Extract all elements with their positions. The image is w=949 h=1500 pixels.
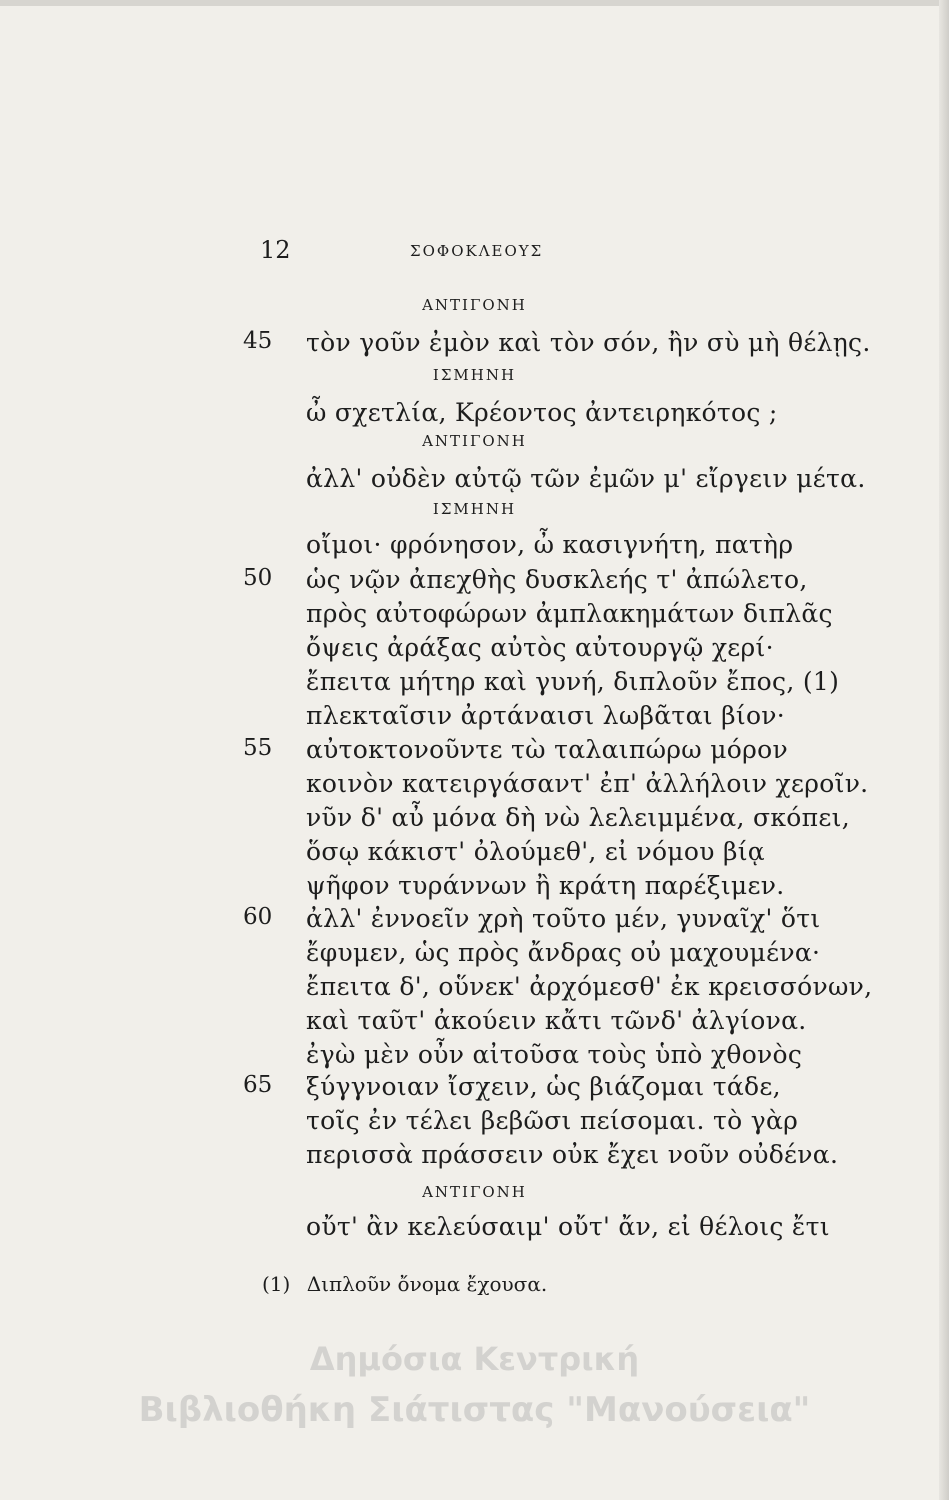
speaker-label: ΑΝΤΙΓΟΝΗ [422, 432, 527, 450]
verse-line: πλεκταῖσιν ἀρτάναισι λωβᾶται βίον· [306, 701, 786, 730]
running-title: ΣΟΦΟΚΛΕΟΥΣ [410, 242, 544, 260]
page-number: 12 [260, 236, 291, 264]
speaker-label: ΑΝΤΙΓΟΝΗ [422, 296, 527, 314]
verse-line: κοινὸν κατειργάσαντ' ἐπ' ἀλλήλοιν χεροῖν. [306, 769, 869, 798]
scan-top-border [0, 0, 949, 6]
verse-line: ψῆφον τυράννων ἢ κράτη παρέξιμεν. [306, 871, 785, 900]
library-watermark-line1: Δημόσια Κεντρική [309, 1340, 640, 1378]
line-number: 60 [243, 904, 273, 930]
line-number: 55 [243, 735, 273, 761]
verse-line: τοῖς ἐν τέλει βεβῶσι πείσομαι. τὸ γὰρ [306, 1106, 799, 1135]
verse-line: ὅσῳ κάκιστ' ὀλούμεθ', εἰ νόμου βίᾳ [306, 837, 765, 866]
verse-line: περισσὰ πράσσειν οὐκ ἔχει νοῦν οὐδένα. [306, 1140, 839, 1169]
verse-line: νῦν δ' αὖ μόνα δὴ νὼ λελειμμένα, σκόπει, [306, 803, 850, 832]
verse-line: ὡς νῷν ἀπεχθὴς δυσκλεής τ' ἀπώλετο, [306, 565, 808, 594]
footnote [262, 1272, 547, 1296]
verse-line: πρὸς αὐτοφώρων ἀμπλακημάτων διπλᾶς [306, 599, 833, 628]
line-number: 65 [243, 1072, 273, 1098]
verse-line: οὔτ' ἂν κελεύσαιμ' οὔτ' ἄν, εἰ θέλοις ἔτι [306, 1212, 830, 1241]
verse-line: ξύγγνοιαν ἴσχειν, ὡς βιάζομαι τάδε, [306, 1072, 781, 1101]
footnote-mark: (1) [262, 1272, 291, 1296]
verse-line: καὶ ταῦτ' ἀκούειν κἄτι τῶνδ' ἀλγίονα. [306, 1006, 807, 1035]
scan-right-edge [939, 0, 949, 1500]
verse-line: ὄψεις ἀράξας αὐτὸς αὐτουργῷ χερί· [306, 633, 774, 662]
verse-line: οἴμοι· φρόνησον, ὦ κασιγνήτη, πατὴρ [306, 530, 794, 559]
library-watermark-line2: Βιβλιοθήκη Σιάτιστας "Μανούσεια" [138, 1390, 811, 1430]
verse-line: ἔφυμεν, ὡς πρὸς ἄνδρας οὐ μαχουμένα· [306, 938, 821, 967]
running-header [0, 236, 949, 276]
verse-line: ἀλλ' ἐννοεῖν χρὴ τοῦτο μέν, γυναῖχ' ὅτι [306, 904, 821, 933]
verse-line: ἔπειτα μήτηρ καὶ γυνή, διπλοῦν ἔπος, (1) [306, 667, 840, 696]
speaker-label: ΙΣΜΗΝΗ [432, 500, 517, 518]
line-number: 45 [243, 328, 273, 354]
footnote-text: Διπλοῦν ὄνομα ἔχουσα. [306, 1272, 548, 1296]
line-number: 50 [243, 565, 273, 591]
verse-line: ἐγὼ μὲν οὖν αἰτοῦσα τοὺς ὑπὸ χθονὸς [306, 1040, 803, 1069]
verse-line: ἔπειτα δ', οὕνεκ' ἀρχόμεσθ' ἐκ κρεισσόνων, [306, 972, 873, 1001]
verse-line: ὦ σχετλία, Κρέοντος ἀντειρηκότος ; [306, 398, 778, 427]
speaker-label: ΙΣΜΗΝΗ [432, 366, 517, 384]
verse-line: αὐτοκτονοῦντε τὼ ταλαιπώρω μόρον [306, 735, 788, 764]
speaker-label: ΑΝΤΙΓΟΝΗ [422, 1183, 527, 1201]
verse-line: τὸν γοῦν ἐμὸν καὶ τὸν σόν, ἢν σὺ μὴ θέλῃς. [306, 328, 871, 357]
verse-line: ἀλλ' οὐδὲν αὐτῷ τῶν ἐμῶν μ' εἴργειν μέτα. [306, 464, 866, 493]
